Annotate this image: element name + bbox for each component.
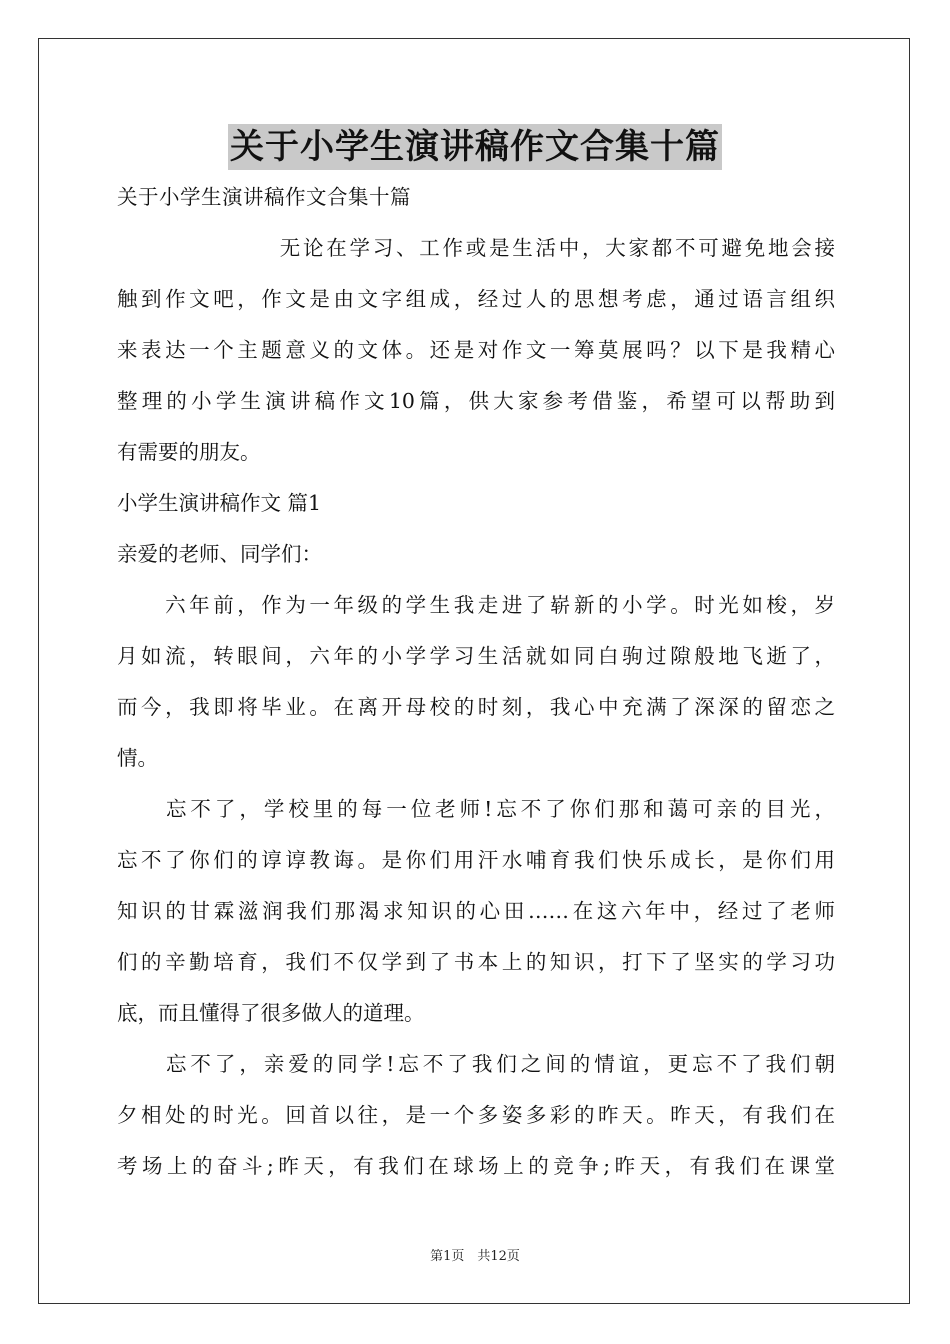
document-body	[117, 172, 835, 1192]
body-line: 夕相处的时光。回首以往，是一个多姿多彩的昨天。昨天，有我们在	[117, 1103, 835, 1127]
body-line: 知识的甘霖滋润我们那渴求知识的心田……在这六年中，经过了老师	[117, 899, 835, 923]
salutation: 亲爱的老师、同学们：	[117, 542, 322, 566]
body-line: 底，而且懂得了很多做人的道理。	[117, 1001, 425, 1025]
document-title: 关于小学生演讲稿作文合集十篇	[228, 124, 722, 170]
title-container	[0, 124, 950, 170]
body-line: 六年前，作为一年级的学生我走进了崭新的小学。时光如梭，岁	[117, 593, 835, 617]
body-line: 而今，我即将毕业。在离开母校的时刻，我心中充满了深深的留恋之	[117, 695, 835, 719]
body-line: 关于小学生演讲稿作文合集十篇	[117, 185, 411, 209]
page-footer: 第1页 共12页	[430, 1249, 520, 1264]
body-line: 整理的小学生演讲稿作文10篇，供大家参考借鉴，希望可以帮助到	[117, 389, 835, 413]
body-line: 无论在学习、工作或是生活中，大家都不可避免地会接	[117, 236, 835, 260]
body-line: 情。	[117, 746, 158, 770]
body-line: 忘不了你们的谆谆教诲。是你们用汗水哺育我们快乐成长，是你们用	[117, 848, 835, 872]
body-line: 们的辛勤培育，我们不仅学到了书本上的知识，打下了坚实的学习功	[117, 950, 835, 974]
section-heading: 小学生演讲稿作文 篇1	[117, 491, 322, 515]
body-line: 触到作文吧，作文是由文字组成，经过人的思想考虑，通过语言组织	[117, 287, 835, 311]
body-line: 来表达一个主题意义的文体。还是对作文一筹莫展吗？以下是我精心	[117, 338, 835, 362]
body-line: 考场上的奋斗;昨天，有我们在球场上的竞争;昨天，有我们在课堂	[117, 1154, 835, 1178]
body-line: 忘不了，学校里的每一位老师!忘不了你们那和蔼可亲的目光，	[117, 797, 835, 821]
body-line: 有需要的朋友。	[117, 440, 261, 464]
body-line: 月如流，转眼间，六年的小学学习生活就如同白驹过隙般地飞逝了，	[117, 644, 835, 668]
body-line: 忘不了，亲爱的同学!忘不了我们之间的情谊，更忘不了我们朝	[117, 1052, 835, 1076]
